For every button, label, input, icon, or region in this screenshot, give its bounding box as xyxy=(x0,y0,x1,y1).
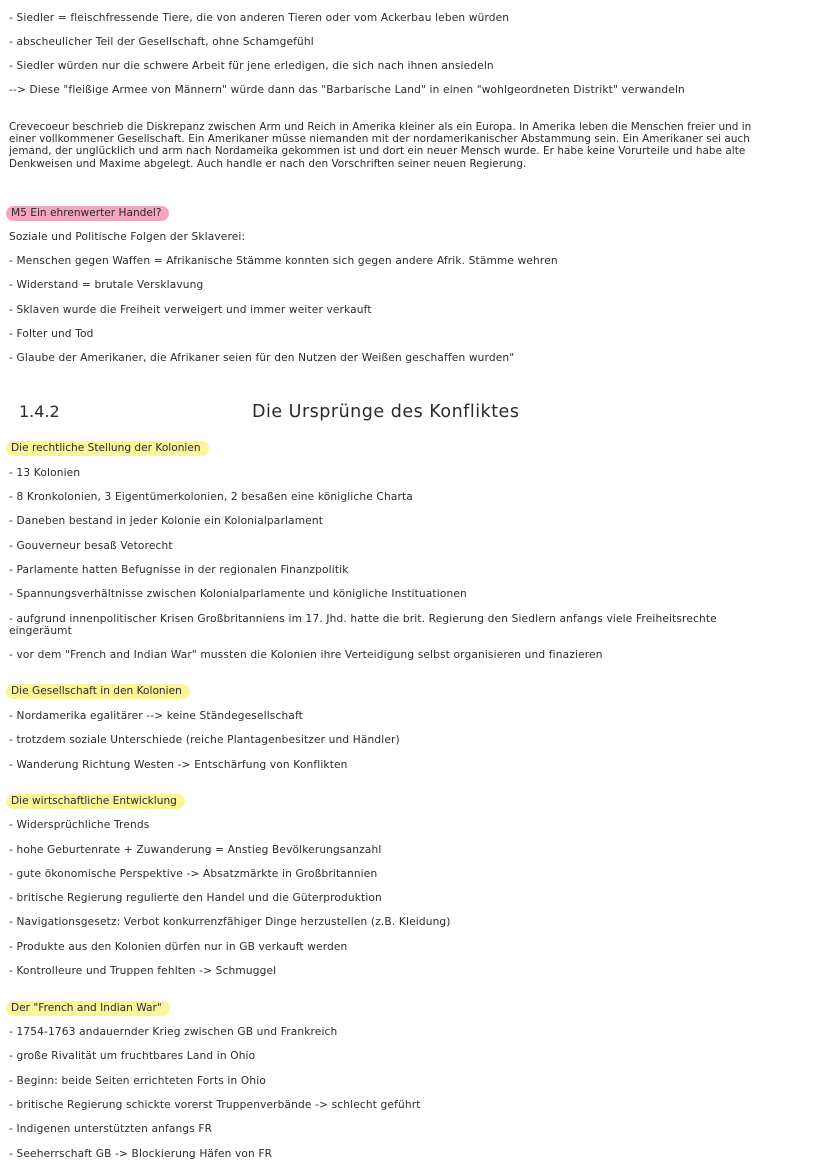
intro-line: - Siedler = fleischfressende Tiere, die von anderen Tieren oder vom Ackerbau leben würden xyxy=(9,12,510,24)
section-item: - Wanderung Richtung Westen -> Entschärfung von Konflikten xyxy=(9,759,348,771)
crevecoeur-paragraph: Crevecoeur beschrieb die Diskrepanz zwischen Arm und Reich in Amerika kleiner als ein Europa. In Amerika leben die Menschen freier und in einer vollkommener Gesellschaft. Ein Amerikaner müsse niemanden mit der nordamerikanischer Abstammung sein. Ein Amerikaner sei auch jemand, der unglücklich und arm nach Nordameika gekommen ist und dort ein neuer Mensch wurde. Er habe keine Vorurteile und habe alte Denkweisen und Maxime abgelegt. Auch handle er nach den Vorschriften seiner neuen Regierung. xyxy=(9,121,752,170)
m5-item: - Menschen gegen Waffen = Afrikanische Stämme konnten sich gegen andere Afrik. Stämme wehren xyxy=(9,255,558,267)
m5-item: - Sklaven wurde die Freiheit verweigert und immer weiter verkauft xyxy=(9,304,372,316)
chapter-number: 1.4.2 xyxy=(19,402,60,421)
section-item: - vor dem "French and Indian War" mussten die Kolonien ihre Verteidigung selbst organisieren und finazieren xyxy=(9,649,603,661)
intro-line: - Siedler würden nur die schwere Arbeit für jene erledigen, die sich nach ihnen ansiedeln xyxy=(9,60,494,72)
intro-line: - abscheulicher Teil der Gesellschaft, ohne Schamgefühl xyxy=(9,36,314,48)
section-item: - Widersprüchliche Trends xyxy=(9,819,150,831)
section-item: - 1754-1763 andauernder Krieg zwischen GB und Frankreich xyxy=(9,1026,338,1038)
m5-heading: M5 Ein ehrenwerter Handel? xyxy=(6,206,169,221)
section-item: - Seeherrschaft GB -> Blockierung Häfen von FR xyxy=(9,1148,273,1160)
section-item: - 13 Kolonien xyxy=(9,467,81,479)
section-heading: Die rechtliche Stellung der Kolonien xyxy=(6,441,209,456)
section-item: - große Rivalität um fruchtbares Land in Ohio xyxy=(9,1050,256,1062)
section-item: - Gouverneur besaß Vetorecht xyxy=(9,540,173,552)
section-item: - Indigenen unterstützten anfangs FR xyxy=(9,1123,213,1135)
chapter-title: Die Ursprünge des Konfliktes xyxy=(252,402,520,422)
section-item: - hohe Geburtenrate + Zuwanderung = Anstieg Bevölkerungsanzahl xyxy=(9,844,382,856)
m5-item: - Glaube der Amerikaner, die Afrikaner seien für den Nutzen der Weißen geschaffen wurden" xyxy=(9,352,515,364)
section-item: - britische Regierung regulierte den Handel und die Güterproduktion xyxy=(9,892,382,904)
section-item: - Beginn: beide Seiten errichteten Forts in Ohio xyxy=(9,1075,266,1087)
section-item: - Navigationsgesetz: Verbot konkurrenzfähiger Dinge herzustellen (z.B. Kleidung) xyxy=(9,916,451,928)
section-item: - aufgrund innenpolitischer Krisen Großbritanniens im 17. Jhd. hatte die brit. Regierung den Siedlern anfangs viele Freiheitsrechte eingeräumt xyxy=(9,613,717,637)
section-item: - Nordamerika egalitärer --> keine Ständegesellschaft xyxy=(9,710,303,722)
m5-item: - Folter und Tod xyxy=(9,328,94,340)
section-heading: Die Gesellschaft in den Kolonien xyxy=(6,684,190,699)
section-item: - Daneben bestand in jeder Kolonie ein Kolonialparlament xyxy=(9,515,323,527)
section-item: - gute ökonomische Perspektive -> Absatzmärkte in Großbritannien xyxy=(9,868,378,880)
section-heading: Die wirtschaftliche Entwicklung xyxy=(6,794,185,809)
m5-subheading: Soziale und Politische Folgen der Sklaverei: xyxy=(9,231,246,243)
intro-line: --> Diese "fleißige Armee von Männern" würde dann das "Barbarische Land" in einen "wohlgeordneten Distrikt" verwandeln xyxy=(9,84,685,96)
section-item: - britische Regierung schickte vorerst Truppenverbände -> schlecht geführt xyxy=(9,1099,421,1111)
section-item: - Spannungsverhältnisse zwischen Kolonialparlamente und königliche Instituationen xyxy=(9,588,467,600)
section-item: - 8 Kronkolonien, 3 Eigentümerkolonien, 2 besaßen eine königliche Charta xyxy=(9,491,413,503)
section-item: - Produkte aus den Kolonien dürfen nur in GB verkauft werden xyxy=(9,941,348,953)
m5-item: - Widerstand = brutale Versklavung xyxy=(9,279,204,291)
section-item: - Parlamente hatten Befugnisse in der regionalen Finanzpolitik xyxy=(9,564,349,576)
section-heading: Der "French and Indian War" xyxy=(6,1001,170,1016)
section-item: - trotzdem soziale Unterschiede (reiche Plantagenbesitzer und Händler) xyxy=(9,734,400,746)
section-item: - Kontrolleure und Truppen fehlten -> Schmuggel xyxy=(9,965,277,977)
